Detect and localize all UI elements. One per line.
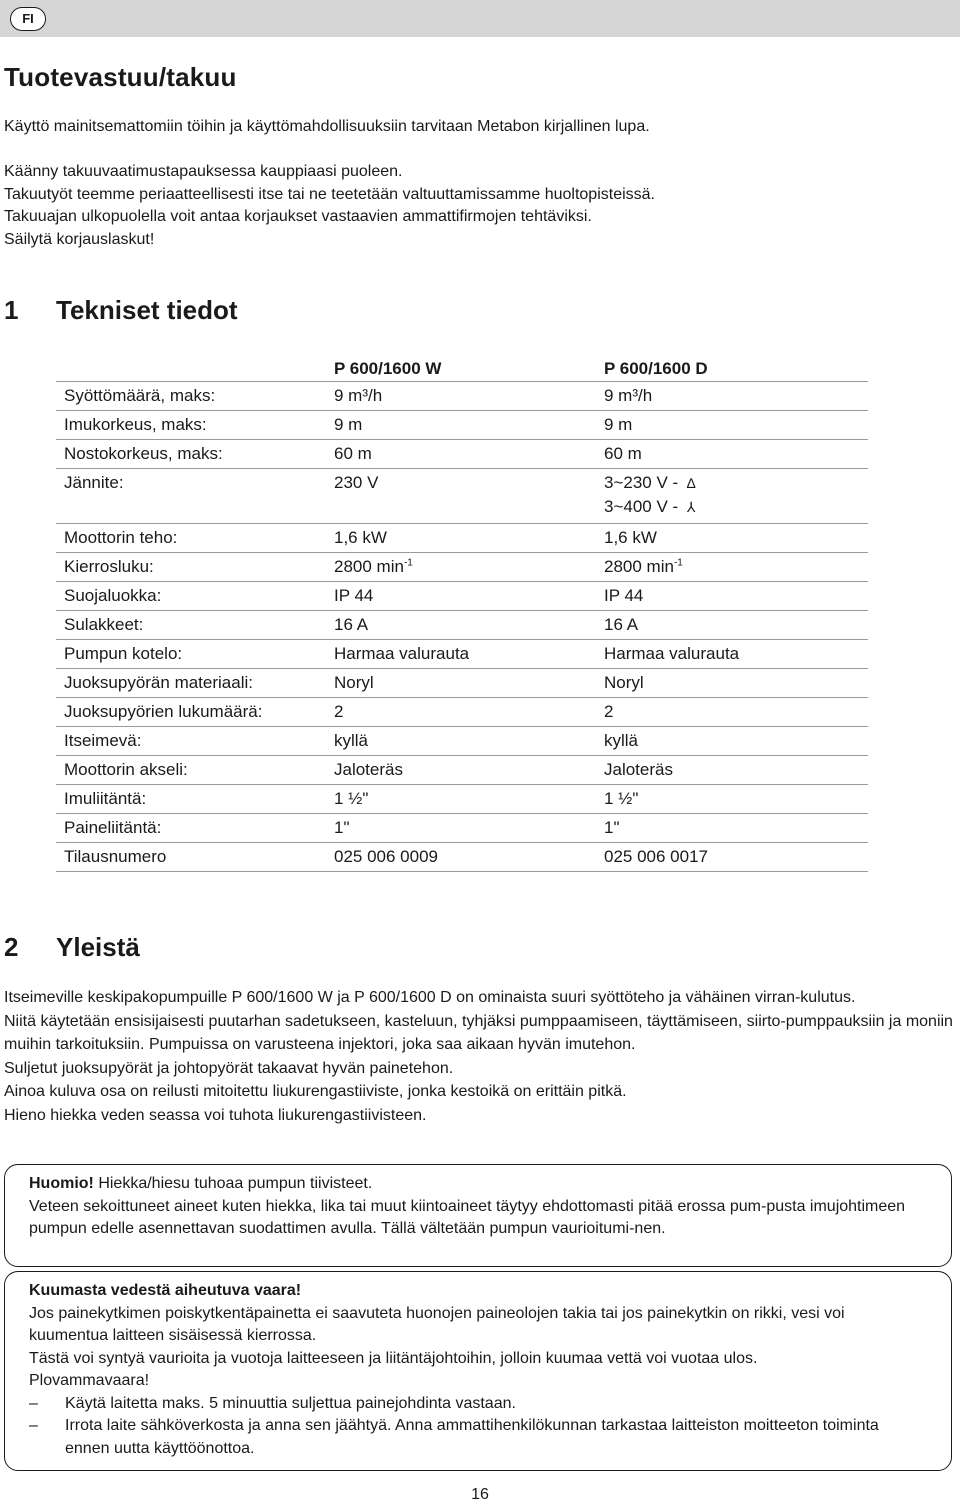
spec-value-w: 60 m	[326, 440, 596, 469]
table-row-voltage	[56, 469, 868, 524]
spec-header-empty	[56, 350, 326, 382]
table-row	[56, 582, 868, 611]
spec-label: Nostokorkeus, maks:	[56, 440, 326, 469]
warranty-paragraph-2	[4, 161, 655, 251]
rpm-value-d: 2800 min	[604, 557, 674, 576]
spec-value-d: Harmaa valurauta	[596, 640, 868, 669]
general-paragraph: Ainoa kuluva osa on reilusti mitoitettu liukurengastiiviste, jonka kestoikä on erittäin pitkä.	[4, 1083, 627, 1100]
spec-value-w: Jaloteräs	[326, 756, 596, 785]
general-paragraph: Itseimeville keskipakopumpuille P 600/1600 W ja P 600/1600 D on ominaista suuri syöttöteho ja vähäinen virran-kulutus.	[4, 989, 856, 1006]
table-row	[56, 669, 868, 698]
table-row	[56, 382, 868, 411]
note-label: Huomio!	[29, 1175, 94, 1192]
spec-label: Pumpun kotelo:	[56, 640, 326, 669]
table-row	[56, 611, 868, 640]
section-title: Yleistä	[56, 932, 140, 962]
spec-value-d: IP 44	[596, 582, 868, 611]
spec-value-d: Jaloteräs	[596, 756, 868, 785]
warranty-line: Takuuajan ulkopuolella voit antaa korjaukset vastaavien ammattifirmojen tehtäviksi.	[4, 208, 592, 225]
table-row	[56, 727, 868, 756]
table-row	[56, 785, 868, 814]
note-paragraph: Veteen sekoittuneet aineet kuten hiekka, lika tai muut kiintoaineet täytyy ehdottomasti pitää erossa pum-pusta imujohtimeen pumpun edelle asennettavan suodattimen avulla. Tällä vältetään pumpun vaurioitumi-nen.	[29, 1197, 906, 1237]
star-icon: ⅄	[686, 499, 696, 515]
spec-value-w: kyllä	[326, 727, 596, 756]
spec-value-d	[596, 469, 868, 524]
rpm-exponent: -1	[403, 557, 413, 569]
warning-paragraph: Jos painekytkimen poiskytkentäpainetta ei saavuteta huonojen paineolojen takia tai jos painekytkin on rikki, vesi voi kuumentua laitteen sisäisessä kierrossa.	[29, 1304, 845, 1344]
list-item-text: Käytä laitetta maks. 5 minuuttia suljettua painejohdinta vastaan.	[65, 1394, 516, 1412]
language-badge: FI	[10, 7, 46, 31]
spec-label: Sulakkeet:	[56, 611, 326, 640]
table-row	[56, 411, 868, 440]
spec-header-w: P 600/1600 W	[334, 359, 442, 378]
warning-paragraph: Tästä voi syntyä vaurioita ja vuotoja laitteeseen ja liitäntäjohtoihin, jolloin kuumaa vettä voi vuotaa ulos.	[29, 1349, 758, 1367]
table-row	[56, 756, 868, 785]
section-number: 1	[4, 295, 19, 325]
spec-value-w: 2	[326, 698, 596, 727]
spec-label: Imuliitäntä:	[56, 785, 326, 814]
note-box	[4, 1164, 952, 1267]
spec-value-w: 1 ½"	[326, 785, 596, 814]
general-heading	[4, 932, 140, 963]
spec-label: Moottorin teho:	[56, 524, 326, 553]
spec-value-w: 025 006 0009	[326, 843, 596, 872]
general-paragraph: Niitä käytetään ensisijaisesti puutarhan sadetukseen, kasteluun, tyhjäksi pumppaamiseen, täyttämiseen, siirto-pumppauksiin ja moniin muihin tarkoituksiin. Pumpuissa on varusteena injektori, joka saa aikaan hyvän imutehon.	[4, 1012, 953, 1053]
warning-paragraph: Plovammavaara!	[29, 1372, 150, 1389]
spec-header-row	[56, 350, 868, 382]
spec-value-w: IP 44	[326, 582, 596, 611]
spec-value-w: 1,6 kW	[326, 524, 596, 553]
general-text	[4, 986, 956, 1127]
section-number: 2	[4, 932, 19, 962]
spec-value-d: Noryl	[596, 669, 868, 698]
voltage-star-line	[604, 495, 868, 519]
spec-value-d: 16 A	[596, 611, 868, 640]
spec-label: Jännite:	[56, 469, 326, 524]
rpm-exponent: -1	[673, 557, 683, 569]
list-item	[29, 1393, 927, 1416]
spec-value-d: 1 ½"	[596, 785, 868, 814]
header-bar	[0, 0, 960, 37]
table-row	[56, 640, 868, 669]
spec-value-w: Harmaa valurauta	[326, 640, 596, 669]
table-row	[56, 553, 868, 582]
spec-value-d: kyllä	[596, 727, 868, 756]
spec-label: Syöttömäärä, maks:	[56, 382, 326, 411]
spec-value-d: 9 m³/h	[596, 382, 868, 411]
table-row	[56, 843, 868, 872]
page-number: 16	[471, 1486, 489, 1503]
spec-label: Itseimevä:	[56, 727, 326, 756]
spec-table	[56, 350, 868, 872]
voltage-delta-line	[604, 471, 868, 495]
note-text: Hiekka/hiesu tuhoaa pumpun tiivisteet.	[93, 1175, 373, 1192]
spec-label: Paineliitäntä:	[56, 814, 326, 843]
voltage-star-text: 3~400 V -	[604, 497, 683, 516]
dash-bullet: –	[29, 1394, 38, 1412]
table-row	[56, 524, 868, 553]
spec-value-w: 16 A	[326, 611, 596, 640]
warranty-line: Takuutyöt teemme periaatteellisesti itse tai ne teetetään valtuuttamissamme huoltopisteissä.	[4, 185, 655, 203]
section-title: Tekniset tiedot	[56, 295, 238, 325]
dash-bullet: –	[29, 1417, 38, 1434]
tech-heading	[4, 295, 238, 326]
spec-value-w: 9 m³/h	[326, 382, 596, 411]
spec-header-d: P 600/1600 D	[604, 359, 708, 378]
list-item	[29, 1415, 927, 1460]
spec-value-d: 2	[596, 698, 868, 727]
warning-box	[4, 1271, 952, 1471]
spec-value-d: 025 006 0017	[596, 843, 868, 872]
warranty-paragraph-1: Käyttö mainitsemattomiin töihin ja käyttömahdollisuuksiin tarvitaan Metabon kirjallinen lupa.	[4, 118, 650, 135]
spec-value-d: 1,6 kW	[596, 524, 868, 553]
warning-title: Kuumasta vedestä aiheutuva vaara!	[29, 1282, 302, 1299]
spec-value-w: 1"	[326, 814, 596, 843]
spec-label: Juoksupyörän materiaali:	[56, 669, 326, 698]
voltage-delta-text: 3~230 V -	[604, 473, 683, 492]
warranty-line: Säilytä korjauslaskut!	[4, 230, 155, 248]
spec-label: Suojaluokka:	[56, 582, 326, 611]
list-item-text: Irrota laite sähköverkosta ja anna sen jäähtyä. Anna ammattihenkilökunnan tarkastaa laitteiston moitteeton toiminta ennen uutta käyttöönottoa.	[65, 1417, 879, 1457]
warranty-line: Käänny takuuvaatimustapauksessa kauppiaasi puoleen.	[4, 163, 403, 180]
spec-value-w: Noryl	[326, 669, 596, 698]
spec-label: Moottorin akseli:	[56, 756, 326, 785]
general-paragraph: Suljetut juoksupyörät ja johtopyörät takaavat hyvän painetehon.	[4, 1059, 454, 1077]
general-paragraph: Hieno hiekka veden seassa voi tuhota liukurengastiivisteen.	[4, 1106, 427, 1124]
spec-value-w: 9 m	[326, 411, 596, 440]
spec-value-d	[596, 553, 868, 582]
delta-icon: ∆	[686, 475, 696, 491]
spec-value-d: 9 m	[596, 411, 868, 440]
note-first-line	[29, 1173, 927, 1196]
spec-label: Tilausnumero	[56, 843, 326, 872]
spec-value-w	[326, 553, 596, 582]
spec-label: Kierrosluku:	[56, 553, 326, 582]
spec-value-d: 1"	[596, 814, 868, 843]
table-row	[56, 698, 868, 727]
warranty-title: Tuotevastuu/takuu	[4, 62, 237, 92]
spec-value-w: 230 V	[326, 469, 596, 524]
spec-value-d: 60 m	[596, 440, 868, 469]
table-row	[56, 814, 868, 843]
rpm-value-w: 2800 min	[334, 557, 404, 576]
spec-label: Juoksupyörien lukumäärä:	[56, 698, 326, 727]
table-row	[56, 440, 868, 469]
spec-label: Imukorkeus, maks:	[56, 411, 326, 440]
